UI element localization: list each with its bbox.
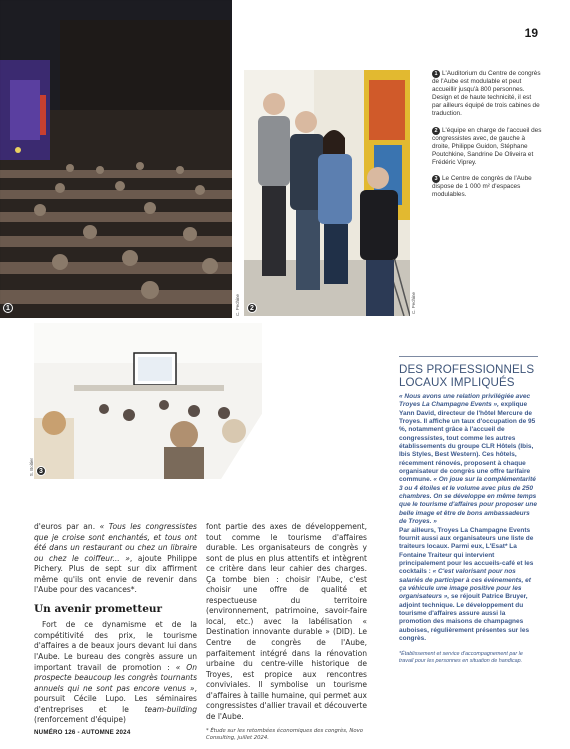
article-quote: « Tous les congressistes que je croise sont enchantés, et tous ont été dans un restaurant ou chez un libraire ou chez le coiffeur... » <box>34 522 197 563</box>
caption-number: 3 <box>432 175 440 183</box>
caption-2 <box>432 127 542 167</box>
sidebar-quote: « Nous avons une relation privilégiée avec Troyes La Champagne Events », <box>399 393 531 409</box>
room-photo-credit: S. Boitier <box>29 458 34 477</box>
caption-number: 1 <box>432 70 440 78</box>
sidebar-quote: « On joue sur la complémentarité 3 ou 4 étoiles et le volume avec plus de 250 chambres. On se développe en même temps que le tourisme d'affaires pour proposer une belle image et être de bons ambassadeurs de Troyes. » <box>399 476 537 526</box>
sidebar-footnote: *Établissement et service d'accompagnement par le travail pour les personnes en situation de handicap. <box>399 651 523 664</box>
section-heading: Un avenir prometteur <box>34 602 163 615</box>
caption-1 <box>432 70 542 119</box>
article-paragraph: font partie des axes de développement, tout comme le tourisme d'affaires durable. Les organisateurs de congrès y sont de plus en plus attentifs et intègrent ce critère dans leur cahier des charges. Ça tombe bien : choisir l'Aube, c'est choisir une offre de qualité et respectueuse du territoire (environnement, patrimoine, savoir-faire local, etc.) avec la labélisation « Destination innovante durable » (DID). Le Centre de congrès de l'Aube, parfaitement intégré dans la rénovation urbaine du centre-ville historique de Troyes, est propice aux rencontres conviviales. Il symbolise un tourisme d'affaires à taille humaine, qui permet aux congressistes d'allier travail et découverte de l'Aube. <box>206 522 367 721</box>
article-paragraph <box>34 620 197 725</box>
article-text: Fort de ce dynamisme et de la compétitivité des prix, le tourisme d'affaires a de beaux jours devant lui dans l'Aube. Le bureau des congrès assure un important travail de promotion : <box>34 620 197 672</box>
auditorium-photo <box>0 0 232 318</box>
article-column-left <box>34 522 197 726</box>
article-text: (renforcement d'équipe) <box>34 715 127 725</box>
caption-text: L'équipe en charge de l'accueil des congressistes avec, de gauche à droite, Philippe Guidon, Stéphane Poutchkine, Sandrine De Oliveira et Frédéric Viprey. <box>432 126 542 166</box>
article-quote: « On prospecte beaucoup les congrès tournants annuels qui ne sont pas encore venus » <box>34 662 198 693</box>
caption-text: Le Centre de congrès de l'Aube dispose de 1 000 m² d'espaces modulables. <box>432 175 532 199</box>
conference-room-photo <box>34 323 262 479</box>
sidebar-text: explique Yann David, directeur de l'hôtel Mercure de Troyes. Il affiche un taux d'occupation de 95 %, notamment grâce à l'accueil de congressistes, tout comme les autres établissements du groupe CLR Hôtels (Ibis, Ibis Styles, Best Western). Ces hôtels, récemment rénovés, proposent à chaque organisateur de congrès une offre tarifaire commune. <box>399 401 536 484</box>
auditorium-photo-credit: C. Pechine <box>235 294 240 317</box>
sidebar-divider <box>399 356 538 357</box>
photo-marker-2: 2 <box>247 303 257 313</box>
team-photo <box>244 70 410 316</box>
sidebar-paragraph-1 <box>399 393 538 527</box>
caption-3 <box>432 175 542 199</box>
issue-footer: NUMÉRO 126 - AUTOMNE 2024 <box>34 729 131 736</box>
article-text: , poursuit Cécile Lupo. Les séminaires d'entreprises et le <box>34 683 197 714</box>
sidebar-body <box>399 393 538 643</box>
article-text: , ajoute Philippe Pichery. Plus de sept sur dix affirment même qu'ils ont envie de revenir dans l'Aube pour des vacances*. <box>34 553 197 595</box>
article-italic-term: team-building <box>144 704 197 714</box>
photo-marker-3: 3 <box>36 466 46 476</box>
team-photo-credit: C. Pechine <box>411 292 416 315</box>
sidebar-text: se réjouit Patrice Bruyer, adjoint technique. Le développement du tourisme d'affaires assure aussi la promotion des maisons de champagnes auboises, régulièrement présentes sur les congrès. <box>399 593 530 642</box>
article-footnote: * Étude sur les retombées économiques des congrès, Novo Consulting, juillet 2024. <box>206 728 363 742</box>
article-text: d'euros par an. <box>34 522 100 531</box>
sidebar-paragraph-2 <box>399 527 538 644</box>
sidebar-box <box>399 356 538 665</box>
article-column-middle <box>206 522 367 742</box>
photo-marker-1: 1 <box>3 303 13 313</box>
page-number: 19 <box>524 26 538 40</box>
caption-text: L'Auditorium du Centre de congrès de l'Aube est modulable et peut accueillir jusqu'à 800 personnes. Design et de haute technicité, il est par ailleurs équipé de trois cabines de traduction. <box>432 70 541 118</box>
sidebar-quote: « C'est valorisant pour nos salariés de participer à ces événements, et ça véhicule une image positive pour les organisateurs », <box>399 568 531 601</box>
photo-captions <box>432 70 542 207</box>
caption-number: 2 <box>432 127 440 135</box>
article-paragraph <box>34 522 197 596</box>
sidebar-title: DES PROFESSIONNELS LOCAUX IMPLIQUÉS <box>399 363 535 389</box>
sidebar-text: Par ailleurs, Troyes La Champagne Events fournit aussi aux organisateurs une liste de traiteurs locaux. Parmi eux, L'Esat* La Fontaine Traiteur qui intervient principalement pour les accueils-café et les cocktails : <box>399 526 534 576</box>
